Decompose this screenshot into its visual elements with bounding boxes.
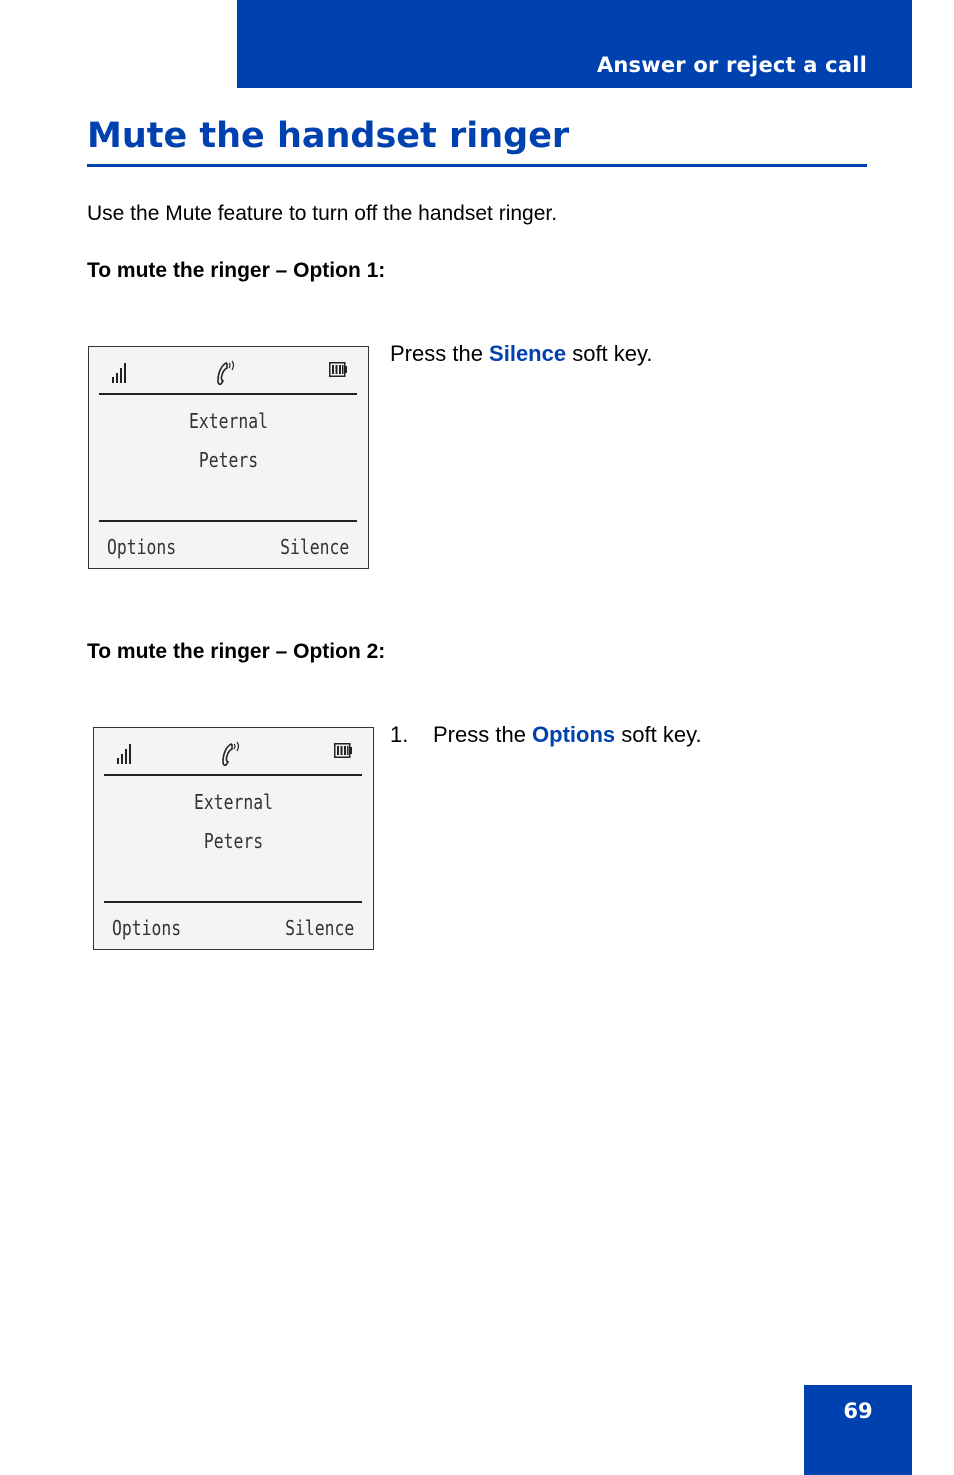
handset-screen-option2 [93, 727, 374, 950]
screen-divider [104, 901, 362, 903]
screen-divider [99, 393, 357, 395]
instruction-text: Press the [433, 722, 533, 747]
intro-text: Use the Mute feature to turn off the handset ringer. [87, 202, 558, 225]
step-number: 1. [390, 722, 409, 747]
option1-heading: To mute the ringer – Option 1: [87, 259, 386, 282]
status-row [89, 347, 368, 393]
handset-screen-option1 [88, 346, 369, 569]
caller-type: External [193, 790, 273, 814]
caller-type: External [188, 409, 268, 433]
battery-icon [329, 362, 347, 377]
silence-softkey[interactable]: Silence [279, 535, 349, 559]
caller-name: Peters [198, 448, 259, 472]
page-number: 69 [843, 1399, 873, 1423]
keyword-silence: Silence [489, 341, 567, 366]
option2-step-1 [390, 722, 702, 748]
page-number-band [804, 1385, 912, 1475]
screen-divider [104, 774, 362, 776]
instruction-text: Press the [390, 341, 490, 366]
option1-instruction [390, 341, 653, 367]
signal-strength-icon [116, 742, 132, 764]
page-title: Mute the handset ringer [87, 116, 570, 156]
title-rule [87, 164, 867, 167]
signal-strength-icon [111, 361, 127, 383]
status-row [94, 728, 373, 774]
options-softkey[interactable]: Options [112, 916, 182, 940]
ringing-handset-icon [218, 740, 244, 768]
header-band [237, 0, 912, 88]
battery-icon [334, 743, 352, 758]
keyword-options: Options [532, 722, 616, 747]
option2-heading: To mute the ringer – Option 2: [87, 640, 386, 663]
instruction-text: soft key. [566, 341, 653, 366]
caller-name: Peters [203, 829, 264, 853]
silence-softkey[interactable]: Silence [284, 916, 354, 940]
section-title: Answer or reject a call [596, 53, 867, 77]
screen-divider [99, 520, 357, 522]
instruction-text: soft key. [615, 722, 702, 747]
options-softkey[interactable]: Options [107, 535, 177, 559]
ringing-handset-icon [213, 359, 239, 387]
